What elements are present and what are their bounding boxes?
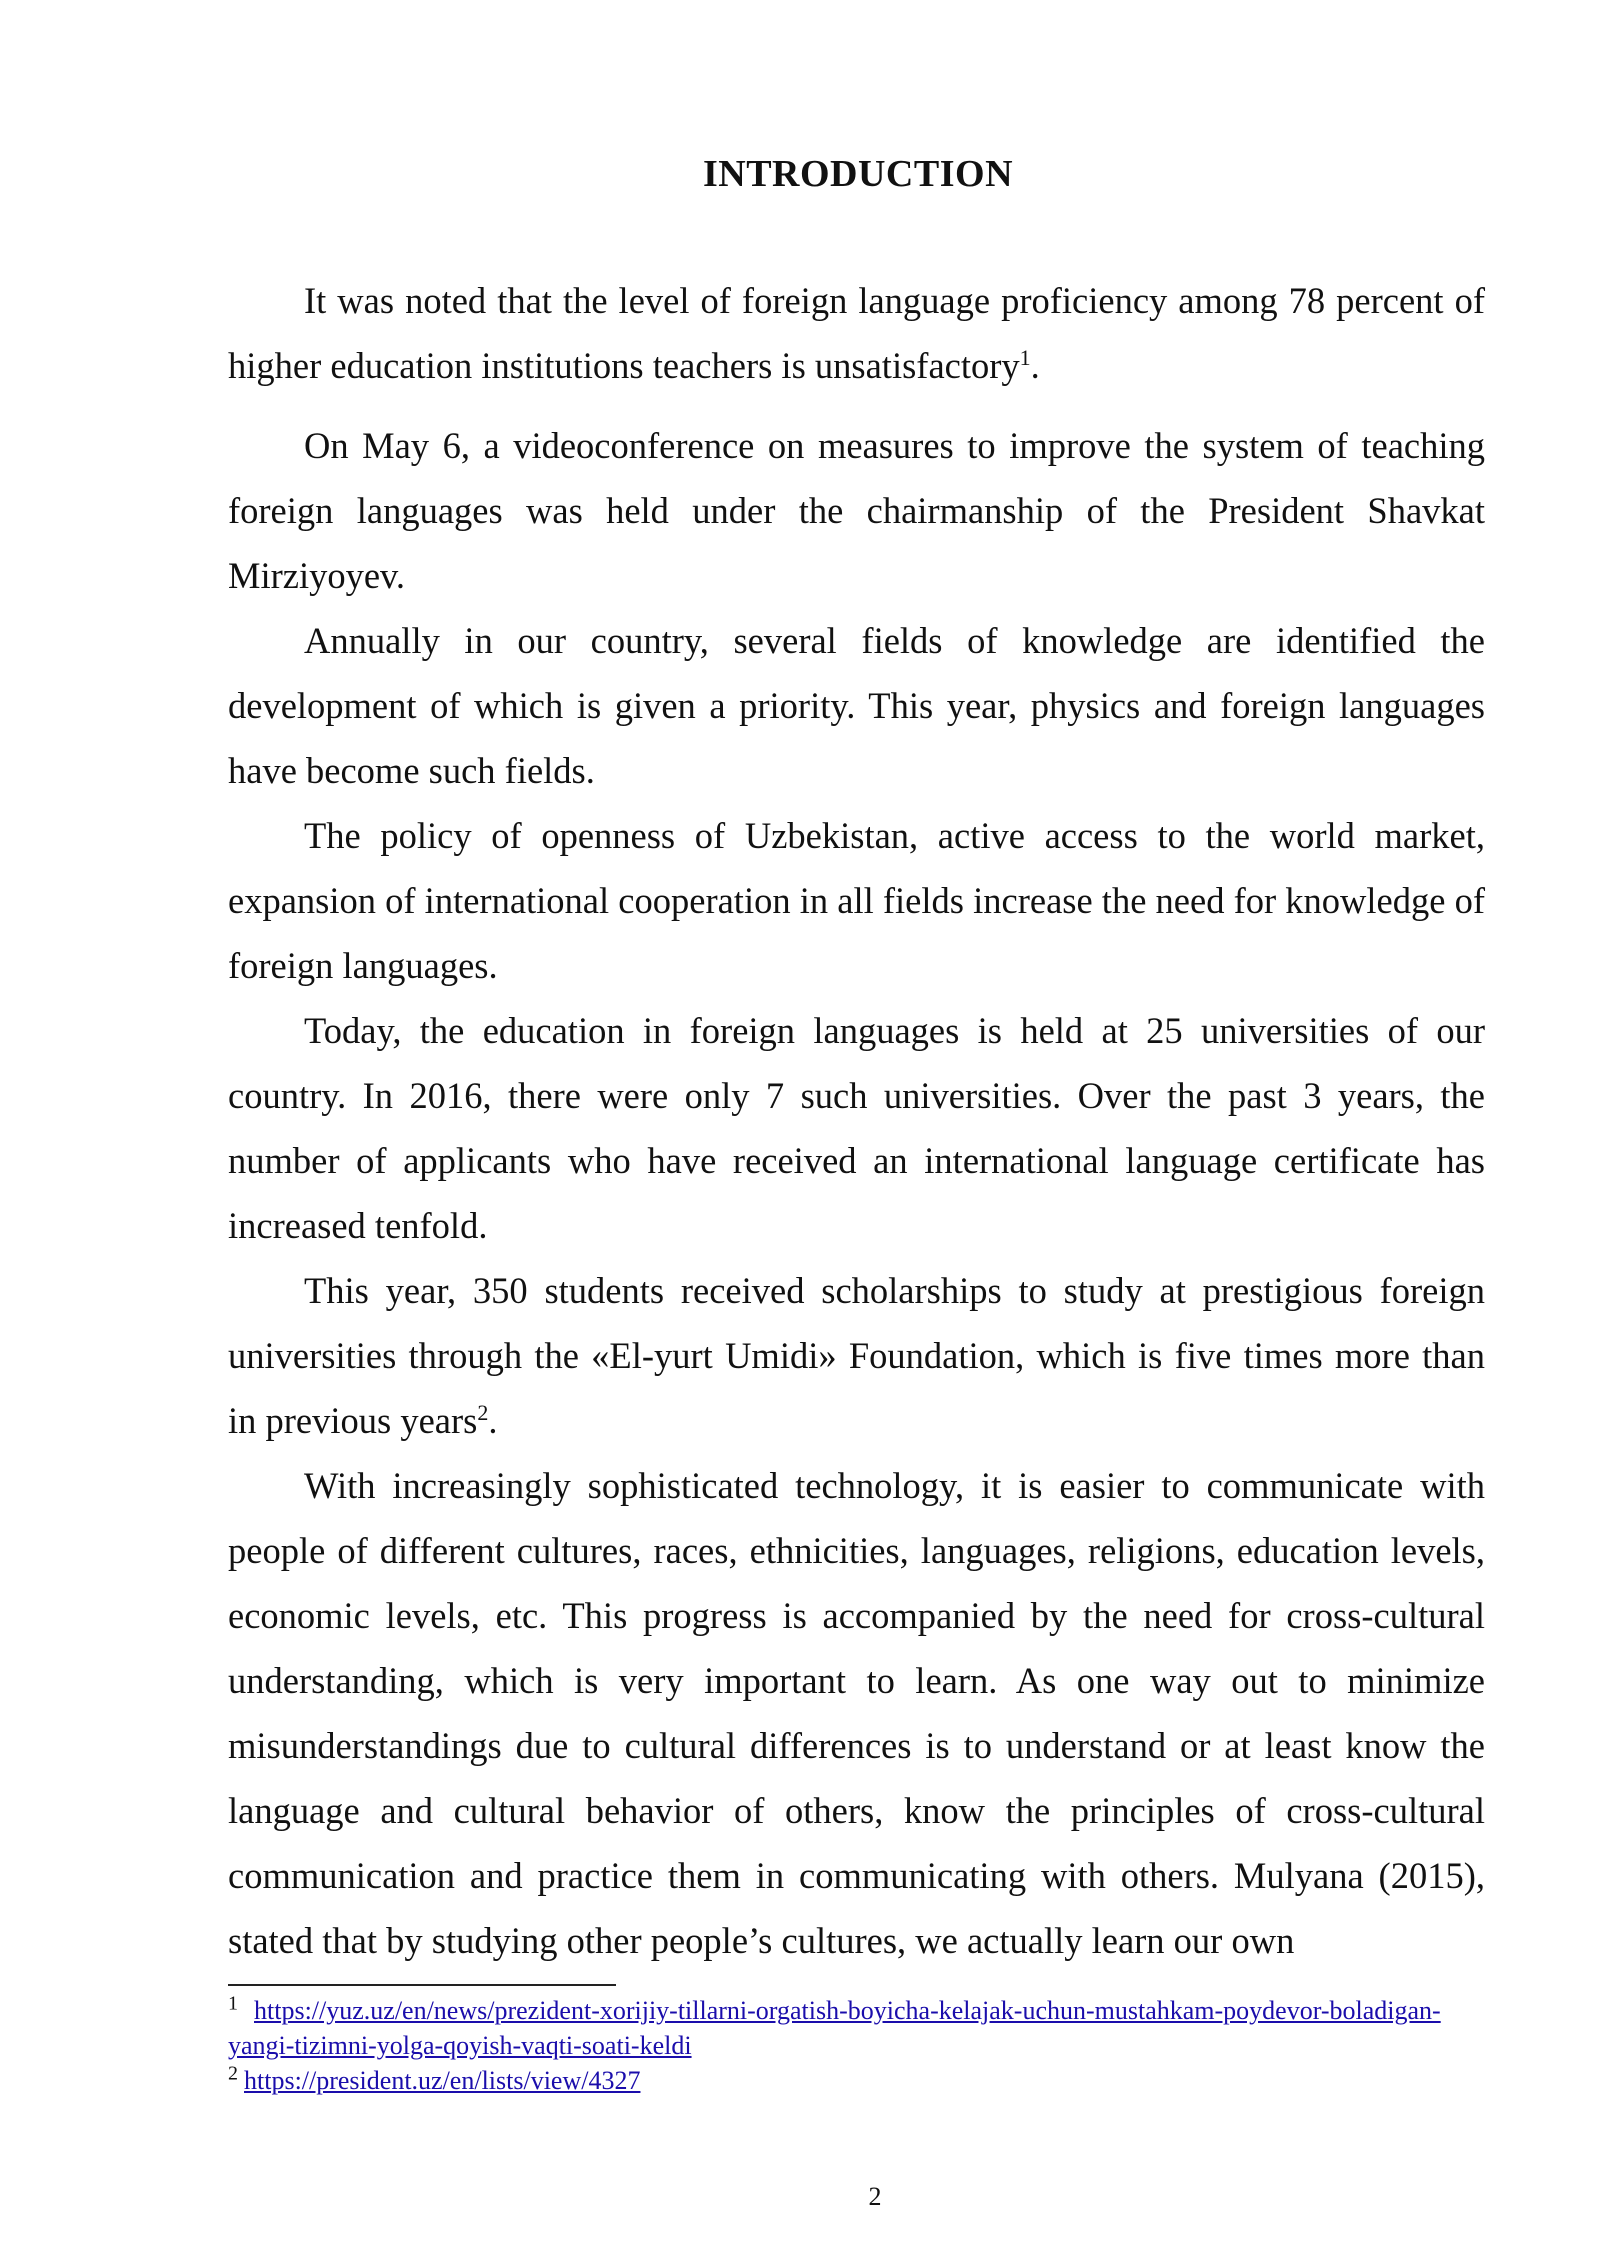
paragraph bbox=[228, 608, 1485, 803]
footnote-reference[interactable]: 2 bbox=[477, 1399, 489, 1425]
paragraph-text: Today, the education in foreign languages is held at 25 universities of our country. In 2016, there were only 7 such universities. Over the past 3 years, the number of applicants who have received an international language certificate has increased tenfold. bbox=[228, 1010, 1485, 1246]
paragraph-text: Annually in our country, several fields of knowledge are identified the development of which is given a priority. This year, physics and foreign languages have become such fields. bbox=[228, 620, 1485, 791]
footnote bbox=[228, 1993, 1490, 2063]
footnote-reference[interactable]: 1 bbox=[1019, 344, 1031, 370]
footnote-number: 2 bbox=[228, 2062, 238, 2085]
footnote-number: 1 bbox=[228, 1992, 238, 2015]
paragraph-text: On May 6, a videoconference on measures to improve the system of teaching foreign languages was held under the chairmanship of the President Shavkat Mirziyoyev. bbox=[228, 425, 1485, 596]
paragraph bbox=[228, 268, 1485, 398]
page-number: 2 bbox=[868, 2182, 882, 2211]
paragraph bbox=[228, 998, 1485, 1258]
paragraph bbox=[228, 803, 1485, 998]
paragraph-text: It was noted that the level of foreign language proficiency among 78 percent of higher education institutions teachers is unsatisfactory bbox=[228, 280, 1485, 386]
footnote-link[interactable]: https://president.uz/en/lists/view/4327 bbox=[244, 2066, 641, 2095]
paragraph-text: The policy of openness of Uzbekistan, active access to the world market, expansion of international cooperation in all fields increase the need for knowledge of foreign languages. bbox=[228, 815, 1485, 986]
paragraph bbox=[228, 1258, 1485, 1453]
paragraph bbox=[228, 1453, 1485, 1973]
footnote-separator bbox=[228, 1984, 616, 1986]
paragraph-tail: . bbox=[488, 1400, 498, 1441]
footnotes bbox=[228, 1993, 1490, 2098]
paragraph-tail: . bbox=[1030, 345, 1040, 386]
footnote-link[interactable]: https://yuz.uz/en/news/prezident-xorijiy-tillarni-orgatish-boyicha-kelajak-uchun-mustahkam-poydevor-boladigan-yangi-tizimni-yolga-qoyish-vaqti-soati-keldi bbox=[228, 1996, 1441, 2060]
footnote bbox=[228, 2063, 1490, 2098]
paragraph-text: With increasingly sophisticated technology, it is easier to communicate with people of different cultures, races, ethnicities, languages, religions, education levels, economic levels, etc. This progress is accompanied by the need for cross-cultural understanding, which is very important to learn. As one way out to minimize misunderstandings due to cultural differences is to understand or at least know the language and cultural behavior of others, know the principles of cross-cultural communication and practice them in communicating with others. Mulyana (2015), stated that by studying other people’s cultures, we actually learn our own bbox=[228, 1465, 1485, 1961]
page-title: INTRODUCTION bbox=[702, 153, 1014, 195]
paragraph-text: This year, 350 students received scholarships to study at prestigious foreign universities through the «El-yurt Umidi» Foundation, which is five times more than in previous years bbox=[228, 1270, 1485, 1441]
body-text bbox=[228, 268, 1485, 1973]
paragraph bbox=[228, 413, 1485, 608]
